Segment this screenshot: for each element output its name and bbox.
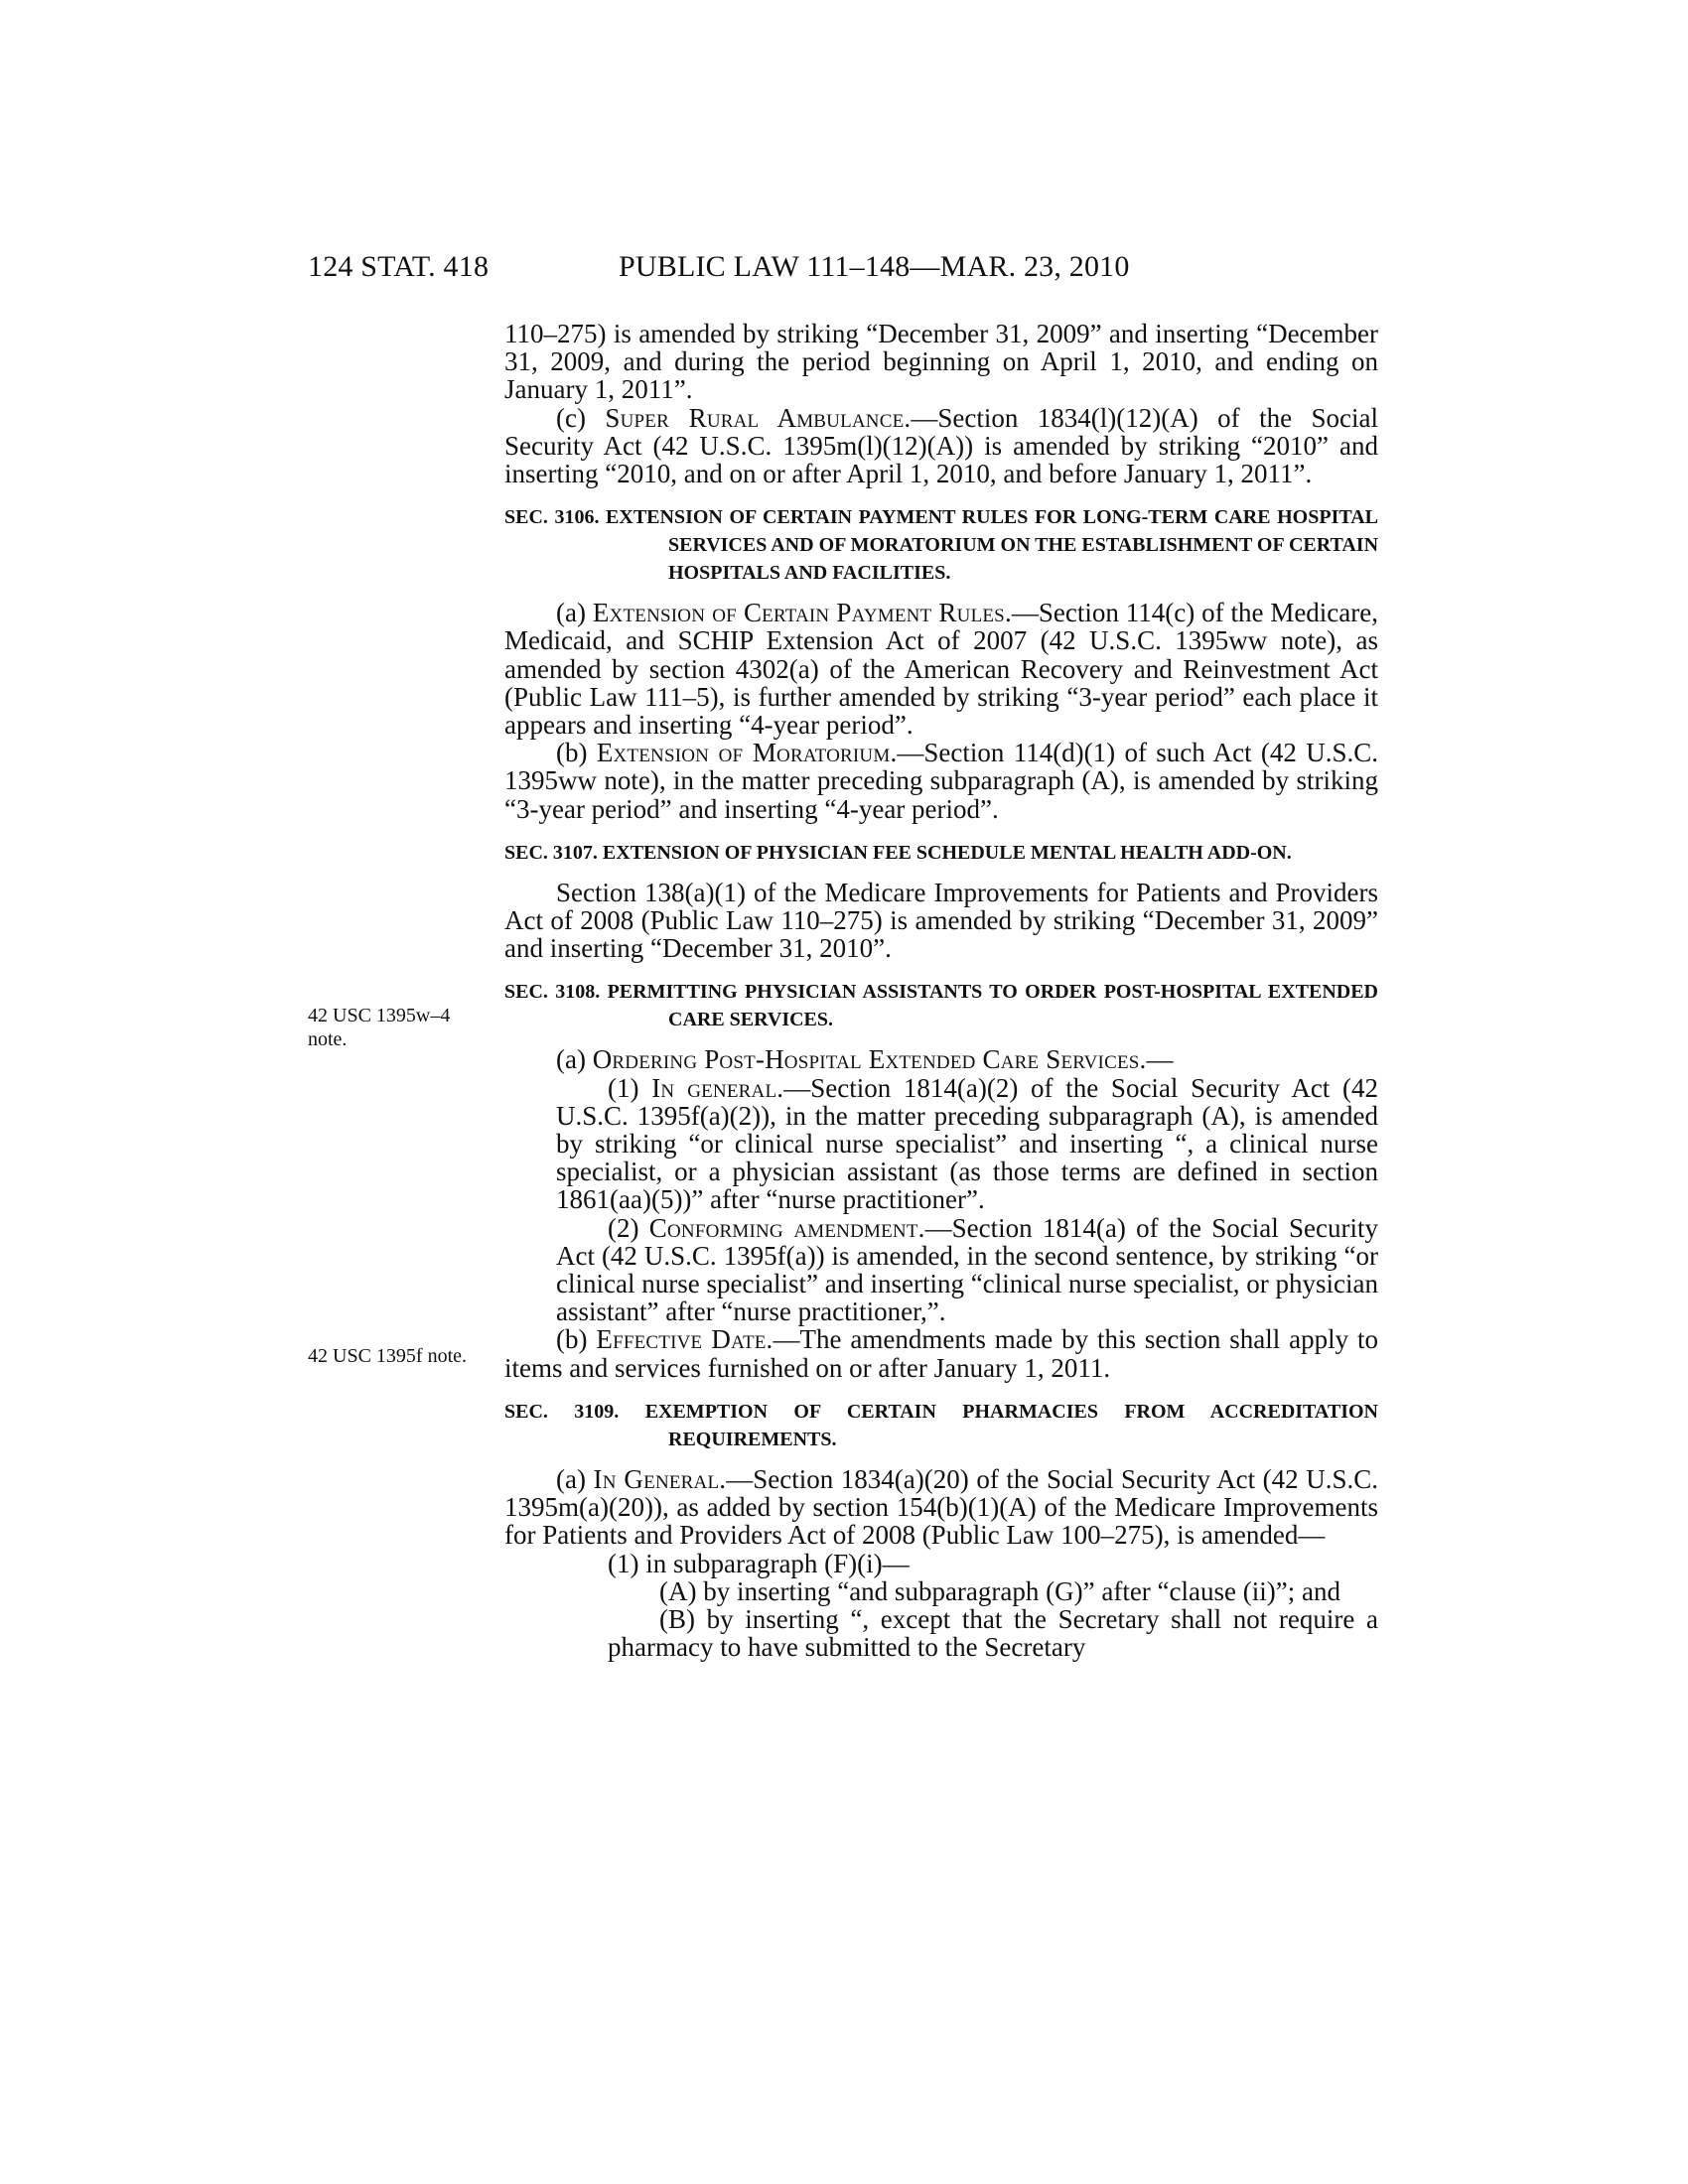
- section-3109-subparagraph-b: (B) by inserting “, except that the Secretary shall not require a pharmacy to have submitted to the Secretary: [608, 1603, 1378, 1663]
- section-3108-subsection-b-heading: Effective Date.: [596, 1324, 774, 1355]
- section-3108-subsection-b: [504, 1325, 1378, 1381]
- section-3109-paragraph-1: (1) in subparagraph (F)(i)—: [608, 1548, 910, 1578]
- section-3108-paragraph-1-prefix: (1): [608, 1072, 639, 1103]
- section-3108-paragraph-1-body: —Section 1814(a)(2) of the Social Security Act (42 U.S.C. 1395f(a)(2)), in the matter preceding subparagraph (A), is amended by striking “or clinical nurse specialist” and inserting “, a clinical nurse specialist, or a physician assistant (as those terms are defined in section 1861(aa)(5))” after “nurse practitioner”.: [556, 1072, 1378, 1215]
- section-3108-subsection-a-body: —: [1146, 1044, 1174, 1075]
- public-law-title: PUBLIC LAW 111–148—MAR. 23, 2010: [619, 250, 1130, 283]
- subsection-c: [504, 404, 1378, 488]
- section-3109-subparagraph-a: (A) by inserting “and subparagraph (G)” after “clause (ii)”; and: [659, 1575, 1340, 1606]
- section-3106-subsection-a-prefix: (a): [556, 598, 586, 628]
- section-3108-heading: SEC. 3108. PERMITTING PHYSICIAN ASSISTANTS TO ORDER POST-HOSPITAL EXTENDED CARE SERVICES.: [504, 981, 1378, 1031]
- section-3106-subsection-b-prefix: (b): [556, 738, 588, 768]
- section-3106-subsection-a: [504, 599, 1378, 739]
- continuation-paragraph: 110–275) is amended by striking “December 31, 2009” and inserting “December 31, 2009, and during the period beginning on April 1, 2010, and ending on January 1, 2011”.: [504, 319, 1378, 405]
- section-3106-subsection-b: [504, 739, 1378, 823]
- page-header: [0, 250, 1688, 290]
- margin-note-3108: 42 USC 1395f note.: [308, 1345, 467, 1367]
- section-3109-heading: SEC. 3109. EXEMPTION OF CERTAIN PHARMACIES FROM ACCREDITATION REQUIREMENTS.: [504, 1400, 1378, 1450]
- margin-note-3107: 42 USC 1395w–4 note.: [308, 1005, 451, 1050]
- section-3107-body: Section 138(a)(1) of the Medicare Improvements for Patients and Providers Act of 2008 (Public Law 110–275) is amended by striking “December 31, 2009” and inserting “December 31, 2010”.: [504, 877, 1378, 964]
- section-3108-subsection-a: [504, 1045, 1378, 1073]
- section-3106-subsection-b-body: —Section 114(d)(1) of such Act (42 U.S.C. 1395ww note), in the matter preceding subparagraph (A), is amended by striking “3-year period” and inserting “4-year period”.: [504, 738, 1378, 824]
- subsection-c-prefix: (c): [556, 402, 586, 433]
- section-3108-subsection-b-body: —The amendments made by this section shall apply to items and services furnished on or after January 1, 2011.: [504, 1324, 1378, 1383]
- section-3106-subsection-a-heading: Extension of Certain Payment Rules.: [592, 598, 1012, 628]
- section-3108-paragraph-2: [504, 1214, 1378, 1326]
- section-3109-subsection-a-heading: In General.: [593, 1463, 727, 1494]
- section-3106-heading: SEC. 3106. EXTENSION OF CERTAIN PAYMENT RULES FOR LONG-TERM CARE HOSPITAL SERVICES AND OF MORATORIUM ON THE ESTABLISHMENT OF CERTAIN HOSPITALS AND FACILITIES.: [504, 506, 1379, 585]
- section-3106-subsection-a-body: —Section 114(c) of the Medicare, Medicaid, and SCHIP Extension Act of 2007 (42 U.S.C. 1395ww note), as amended by section 4302(a) of the American Recovery and Reinvestment Act (Public Law 111–5), is further amended by striking “3-year period” each place it appears and inserting “4-year period”.: [504, 598, 1378, 741]
- section-3109-subsection-a-body: —Section 1834(a)(20) of the Social Security Act (42 U.S.C. 1395m(a)(20)), as added by section 154(b)(1)(A) of the Medicare Improvements for Patients and Providers Act of 2008 (Public Law 100–275), is amended—: [504, 1463, 1378, 1551]
- section-3108-paragraph-2-heading: Conforming amendment.: [648, 1212, 925, 1243]
- section-3108-subsection-a-prefix: (a): [556, 1044, 586, 1075]
- section-3108-paragraph-1: [504, 1074, 1378, 1214]
- section-3109-subsection-a-prefix: (a): [556, 1463, 586, 1494]
- section-3107-heading: SEC. 3107. EXTENSION OF PHYSICIAN FEE SCHEDULE MENTAL HEALTH ADD-ON.: [504, 841, 1292, 864]
- section-3108-paragraph-2-body: —Section 1814(a) of the Social Security Act (42 U.S.C. 1395f(a)) is amended, in the second sentence, by striking “or clinical nurse specialist” and inserting “clinical nurse specialist, or physician assistant” after “nurse practitioner,”.: [556, 1212, 1378, 1327]
- section-3108-subsection-a-heading: Ordering Post-Hospital Extended Care Services.: [592, 1044, 1147, 1075]
- section-3109-subsection-a: [504, 1465, 1378, 1550]
- section-3106-subsection-b-heading: Extension of Moratorium.: [596, 738, 898, 768]
- subsection-c-body: —Section 1834(l)(12)(A) of the Social Security Act (42 U.S.C. 1395m(l)(12)(A)) is amended by striking “2010” and inserting “2010, and on or after April 1, 2010, and before January 1, 2011”.: [504, 402, 1378, 489]
- section-3108-paragraph-1-heading: In general.: [651, 1072, 784, 1103]
- document-body: [504, 320, 1378, 1661]
- statute-citation: 124 STAT. 418: [308, 250, 490, 283]
- section-3108-paragraph-2-prefix: (2): [608, 1212, 639, 1243]
- section-3108-subsection-b-prefix: (b): [556, 1324, 588, 1355]
- subsection-c-heading: Super Rural Ambulance.: [605, 402, 912, 433]
